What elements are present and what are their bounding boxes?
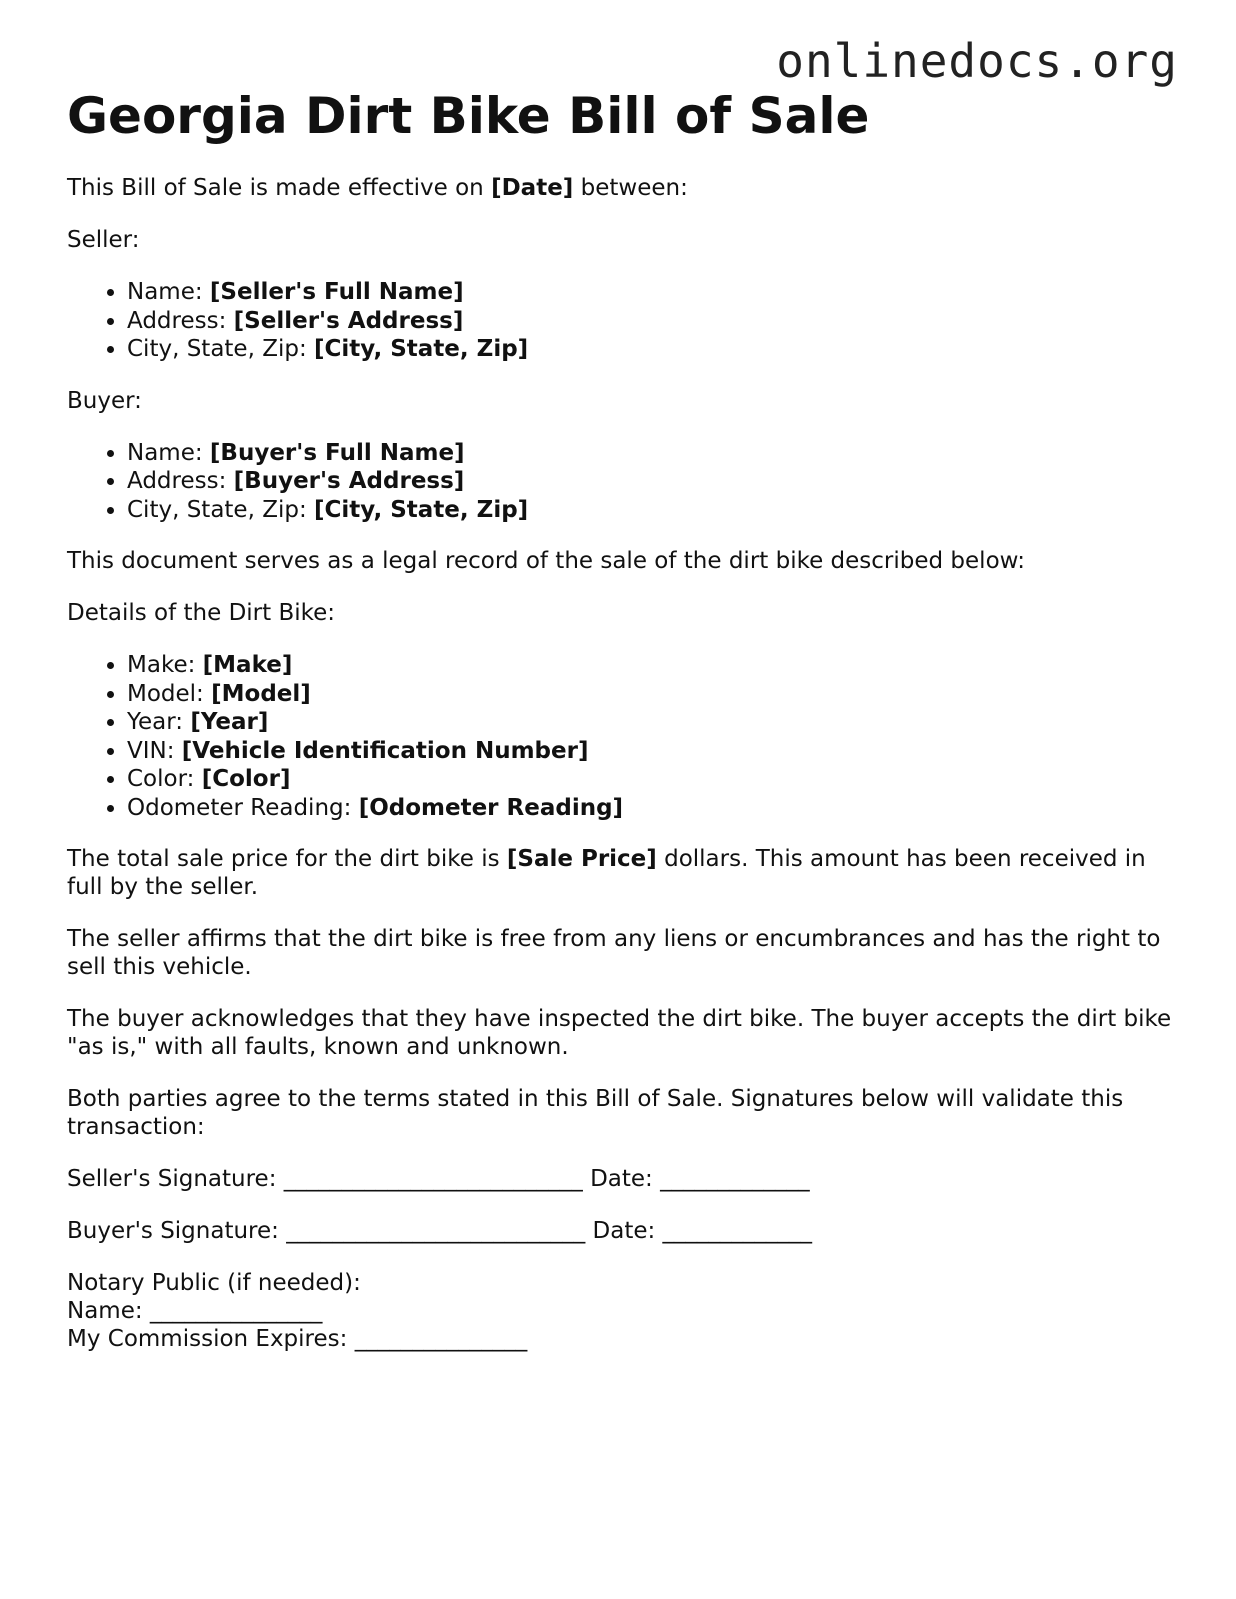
sale-price-placeholder: [Sale Price] xyxy=(506,846,657,872)
agreement-statement: Both parties agree to the terms stated in this Bill of Sale. Signatures below will validate this transaction: xyxy=(67,1086,1124,1140)
watermark: onlinedocs.org xyxy=(776,34,1178,88)
seller-city-label: City, State, Zip: xyxy=(127,336,315,362)
list-item xyxy=(127,651,1177,680)
make-label: Make: xyxy=(127,652,203,678)
list-item xyxy=(127,307,1177,336)
vin-label: VIN: xyxy=(127,737,182,764)
seller-list xyxy=(67,278,1177,364)
buyer-signature-line: Buyer's Signature: __________________________ Date: _____________ xyxy=(67,1218,813,1244)
seller-signature-line: Seller's Signature: __________________________ Date: _____________ xyxy=(67,1166,810,1192)
odometer-label: Odometer Reading: xyxy=(127,794,359,821)
list-item xyxy=(127,278,1177,307)
list-item xyxy=(127,708,1177,737)
document-title: Georgia Dirt Bike Bill of Sale xyxy=(67,87,870,145)
list-item xyxy=(127,765,1177,794)
record-statement: This document serves as a legal record of the sale of the dirt bike described below: xyxy=(67,548,1025,574)
odometer-value: [Odometer Reading] xyxy=(358,794,624,821)
buyer-city-value: [City, State, Zip] xyxy=(314,496,529,523)
price-paragraph xyxy=(67,845,1177,901)
details-heading: Details of the Dirt Bike: xyxy=(67,600,336,626)
intro-paragraph xyxy=(67,174,1177,202)
list-item xyxy=(127,335,1177,364)
seller-name-value: [Seller's Full Name] xyxy=(209,279,464,305)
vin-value: [Vehicle Identification Number] xyxy=(181,737,589,764)
year-value: [Year] xyxy=(190,709,269,735)
list-item xyxy=(127,794,1177,823)
seller-address-label: Address: xyxy=(127,307,234,334)
list-item xyxy=(127,737,1177,766)
model-value: [Model] xyxy=(211,680,311,707)
model-label: Model: xyxy=(127,680,212,707)
buyer-city-label: City, State, Zip: xyxy=(127,496,315,523)
buyer-address-value: [Buyer's Address] xyxy=(233,468,465,494)
color-label: Color: xyxy=(127,766,202,792)
buyer-list xyxy=(67,439,1177,525)
seller-heading: Seller: xyxy=(67,227,140,253)
buyer-name-value: [Buyer's Full Name] xyxy=(209,439,465,466)
list-item xyxy=(127,467,1177,496)
buyer-heading: Buyer: xyxy=(67,387,142,414)
price-text-before: The total sale price for the dirt bike is xyxy=(67,846,507,872)
notary-heading: Notary Public (if needed): xyxy=(67,1270,361,1296)
list-item xyxy=(127,439,1177,468)
seller-name-label: Name: xyxy=(127,279,210,305)
liens-statement: The seller affirms that the dirt bike is free from any liens or encumbrances and has the right to sell this vehicle. xyxy=(67,926,1161,980)
buyer-name-label: Name: xyxy=(127,439,210,466)
list-item xyxy=(127,496,1177,525)
intro-text-before: This Bill of Sale is made effective on xyxy=(67,175,492,201)
list-item xyxy=(127,680,1177,709)
seller-address-value: [Seller's Address] xyxy=(233,307,464,334)
notary-name-line: Name: _______________ xyxy=(67,1298,323,1324)
inspection-statement: The buyer acknowledges that they have inspected the dirt bike. The buyer accepts the dirt bike "as is," with all faults, known and unknown. xyxy=(67,1006,1172,1060)
details-list xyxy=(67,651,1177,822)
notary-commission-line: My Commission Expires: _______________ xyxy=(67,1326,528,1352)
buyer-address-label: Address: xyxy=(127,468,234,494)
make-value: [Make] xyxy=(202,652,293,678)
seller-city-value: [City, State, Zip] xyxy=(314,336,529,362)
color-value: [Color] xyxy=(201,766,291,792)
year-label: Year: xyxy=(127,709,191,735)
price-text-after: dollars. This amount has been received in full by the seller. xyxy=(67,846,1146,900)
intro-date-placeholder: [Date] xyxy=(491,175,574,201)
document-body xyxy=(67,88,1177,1353)
intro-text-after: between: xyxy=(573,175,688,201)
